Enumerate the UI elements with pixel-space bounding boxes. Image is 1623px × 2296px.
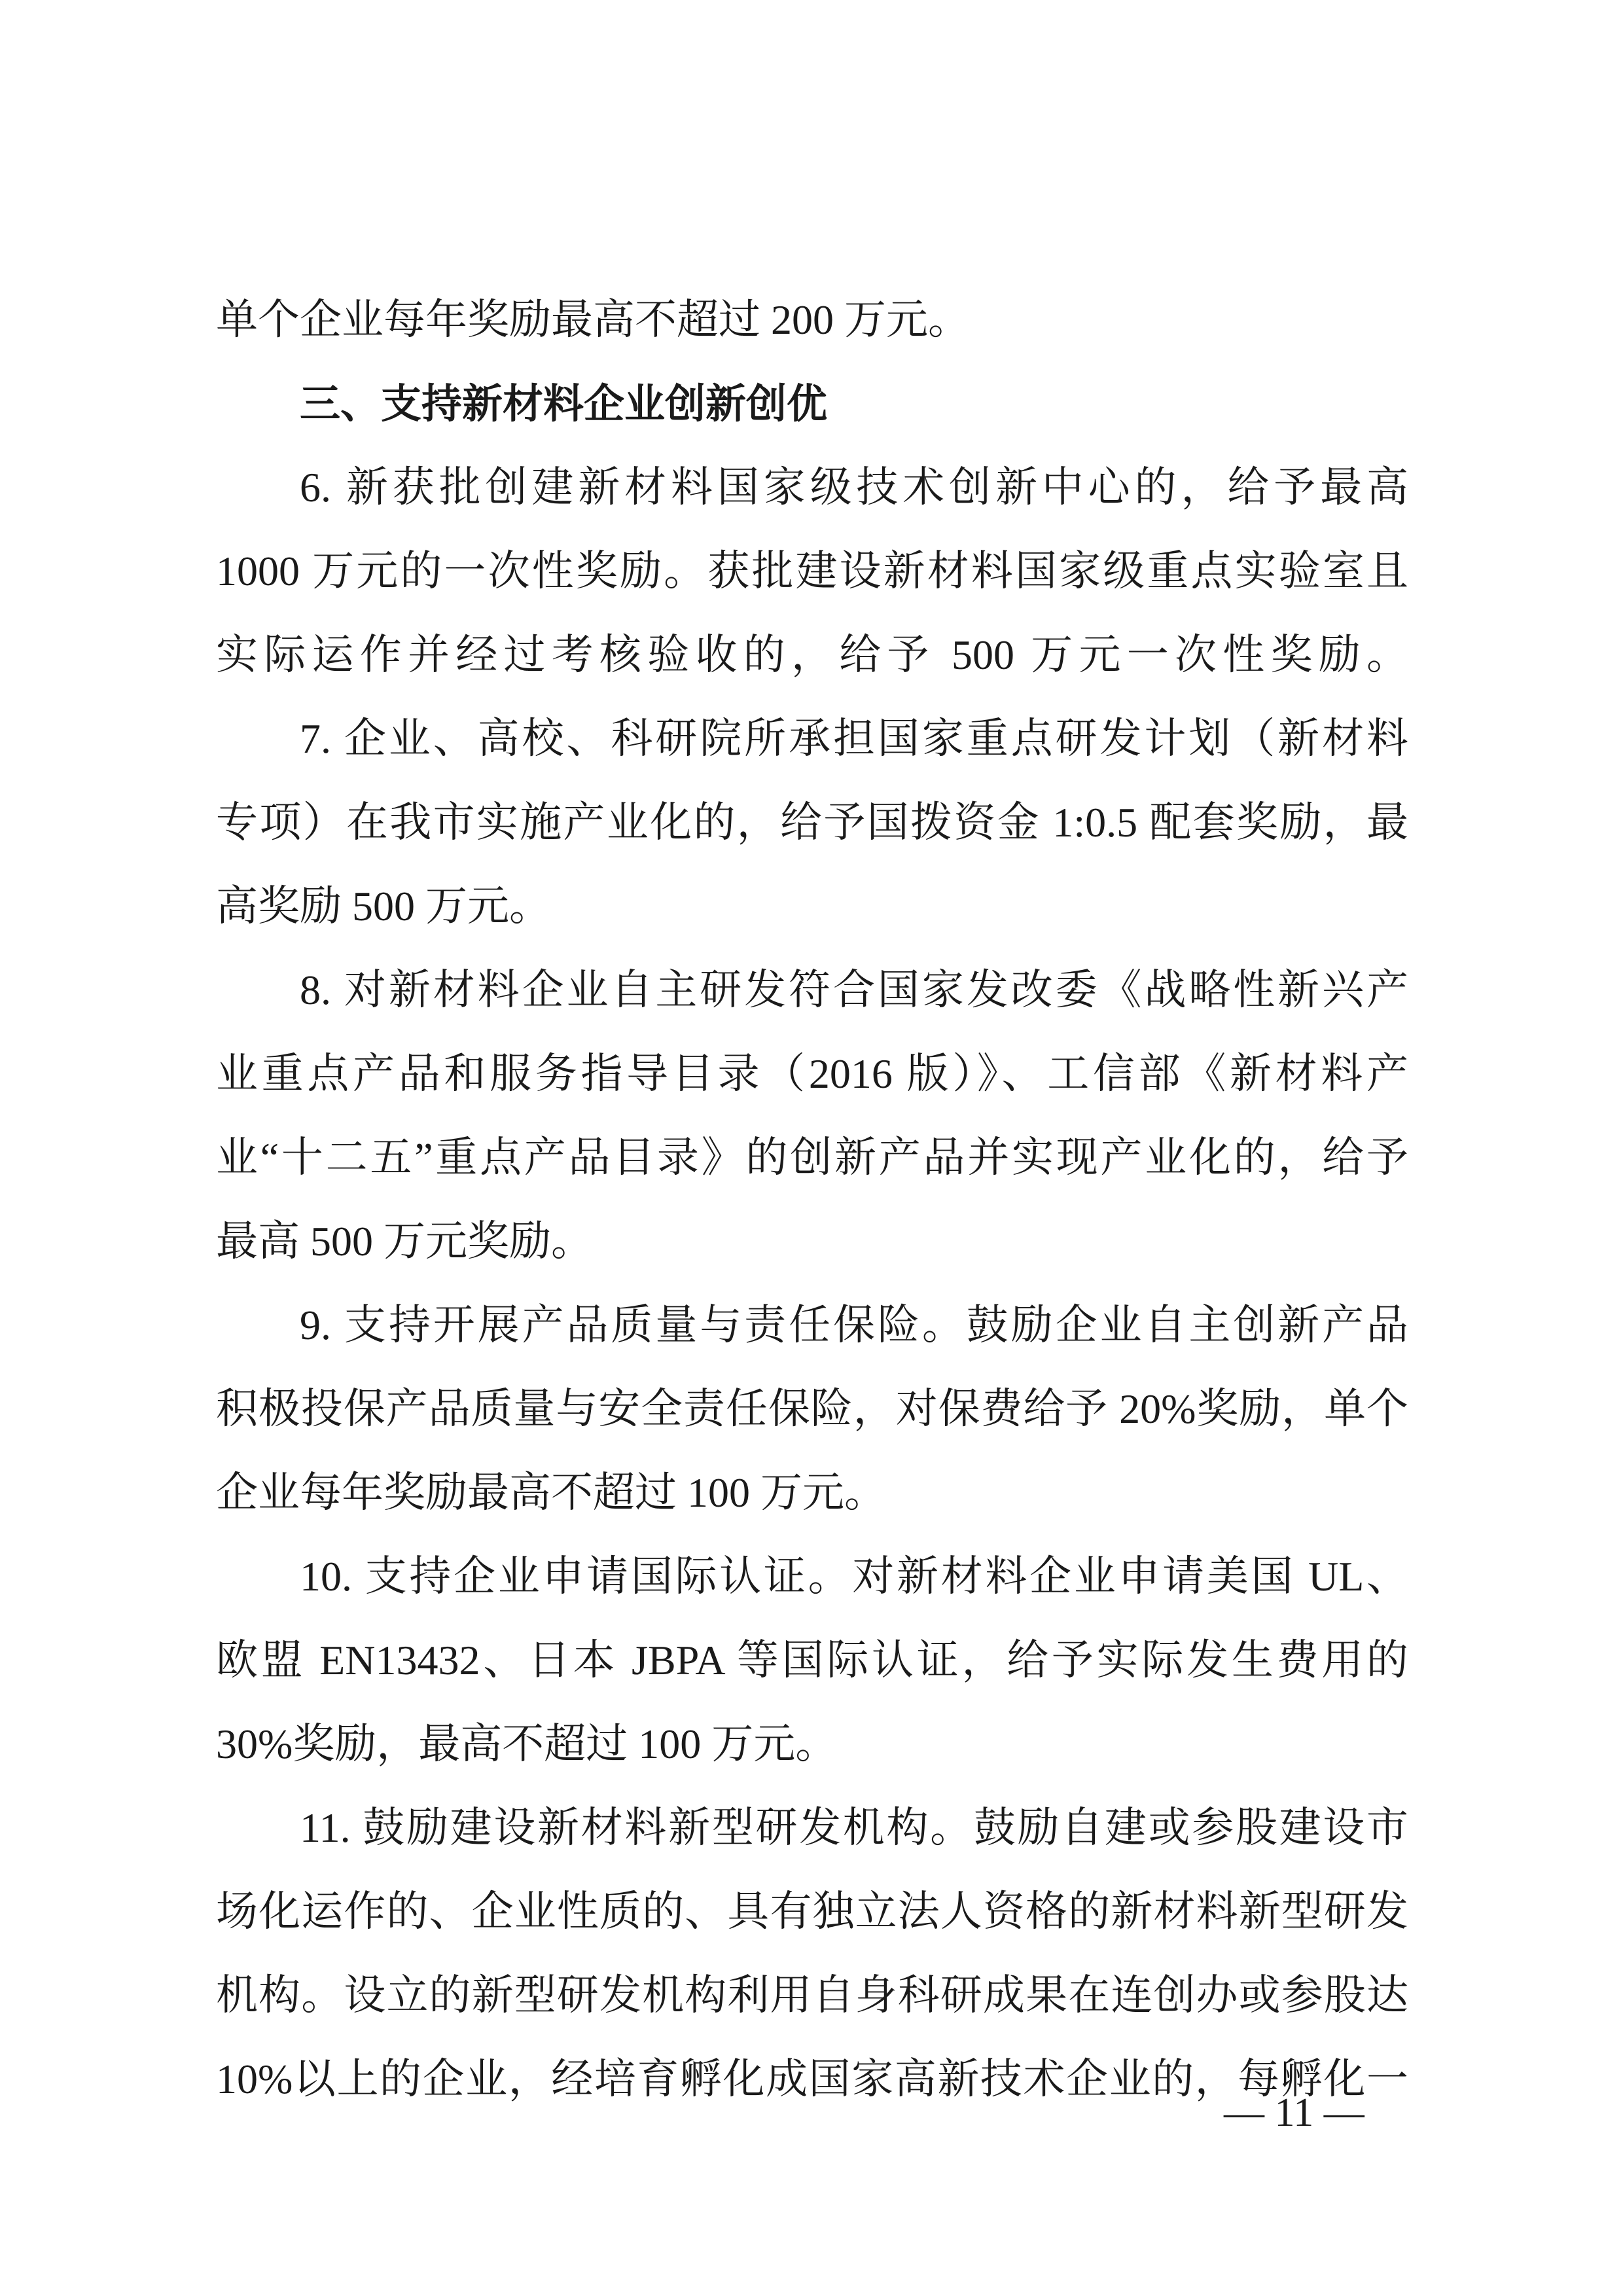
text-line: 7. 企业、高校、科研院所承担国家重点研发计划（新材料 xyxy=(300,715,1408,762)
text-line: 欧盟 EN13432、日本 JBPA 等国际认证，给予实际发生费用的 xyxy=(216,1637,1408,1683)
paragraph-item-11 xyxy=(216,1786,1408,2121)
text-line: 高奖励 500 万元。 xyxy=(216,883,551,929)
text-line: 企业每年奖励最高不超过 100 万元。 xyxy=(216,1469,886,1516)
text-line: 最高 500 万元奖励。 xyxy=(216,1218,593,1265)
text-line: 业重点产品和服务指导目录（2016 版）》、工信部《新材料产 xyxy=(216,1050,1408,1097)
text-line: 单个企业每年奖励最高不超过 200 万元。 xyxy=(216,296,970,343)
paragraph-item-7 xyxy=(216,697,1408,948)
paragraph-carry-over xyxy=(216,278,1408,362)
page-number: — 11 — xyxy=(1224,2090,1364,2135)
text-line: 场化运作的、企业性质的、具有独立法人资格的新材料新型研发 xyxy=(216,1888,1408,1935)
text-line: 积极投保产品质量与安全责任保险，对保费给予 20%奖励，单个 xyxy=(216,1386,1408,1432)
text-line: 10. 支持企业申请国际认证。对新材料企业申请美国 UL、 xyxy=(300,1553,1408,1600)
document-body xyxy=(216,278,1408,2121)
heading-text: 三、支持新材料企业创新创优 xyxy=(300,380,828,427)
text-line: 8. 对新材料企业自主研发符合国家发改委《战略性新兴产 xyxy=(300,967,1408,1013)
text-line: 10%以上的企业，经培育孵化成国家高新技术企业的，每孵化一 xyxy=(216,2056,1408,2102)
paragraph-item-10 xyxy=(216,1535,1408,1786)
text-line: 11. 鼓励建设新材料新型研发机构。鼓励自建或参股建设市 xyxy=(300,1804,1408,1851)
text-line: 6. 新获批创建新材料国家级技术创新中心的，给予最高 xyxy=(300,464,1408,511)
text-line: 业“十二五”重点产品目录》的创新产品并实现产业化的，给予 xyxy=(216,1134,1408,1181)
text-line: 专项）在我市实施产业化的，给予国拨资金 1:0.5 配套奖励，最 xyxy=(216,799,1408,846)
text-line: 9. 支持开展产品质量与责任保险。鼓励企业自主创新产品 xyxy=(300,1302,1408,1348)
paragraph-item-9 xyxy=(216,1283,1408,1535)
paragraph-item-8 xyxy=(216,948,1408,1283)
section-heading xyxy=(216,362,1408,446)
paragraph-item-6 xyxy=(216,446,1408,697)
text-line: 实际运作并经过考核验收的，给予 500 万元一次性奖励。 xyxy=(216,632,1408,678)
text-line: 1000 万元的一次性奖励。获批建设新材料国家级重点实验室且 xyxy=(216,548,1408,594)
text-line: 机构。设立的新型研发机构利用自身科研成果在连创办或参股达 xyxy=(216,1972,1408,2018)
text-line: 30%奖励，最高不超过 100 万元。 xyxy=(216,1721,838,1767)
